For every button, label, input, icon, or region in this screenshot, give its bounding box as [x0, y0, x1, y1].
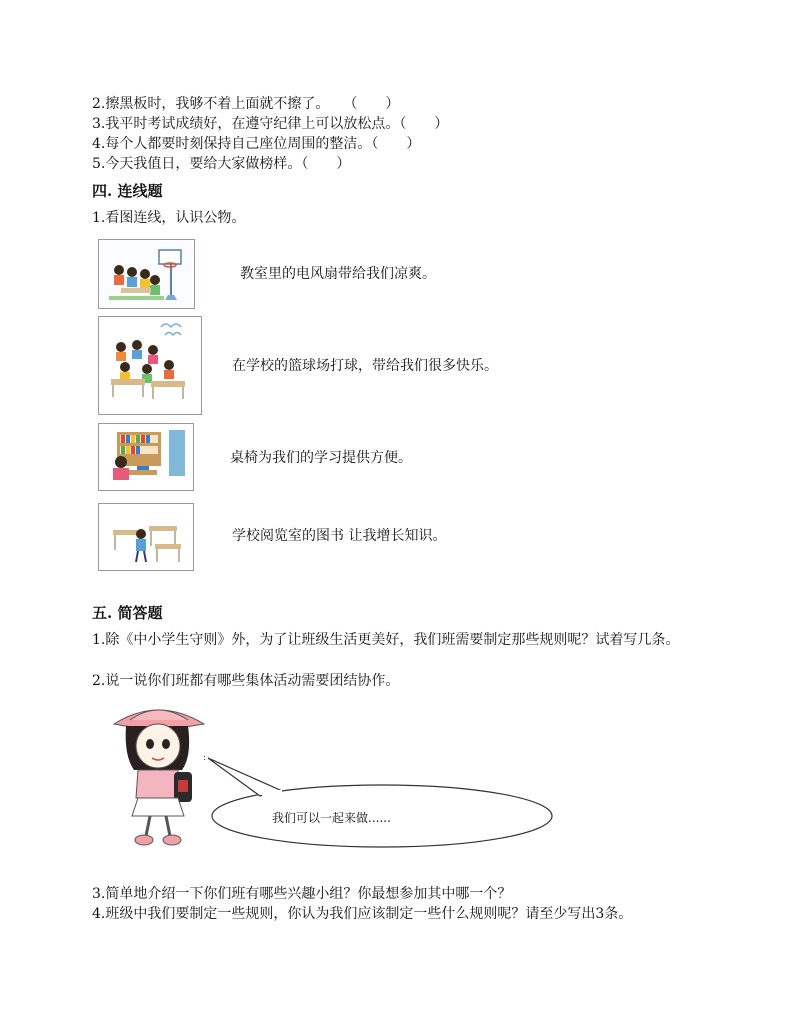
short-answer-question-3: 3.简单地介绍一下你们班有哪些兴趣小组？你最想参加其中哪一个？ — [92, 886, 512, 902]
classroom-desks-icon — [98, 316, 202, 415]
match-text-2: 在学校的篮球场打球，带给我们很多快乐。 — [232, 358, 498, 374]
match-text-3: 桌椅为我们的学习提供方便。 — [230, 450, 412, 466]
short-answer-question-4: 4.班级中我们要制定一些规则，你认为我们应该制定一些什么规则呢？请至少写出3条。 — [92, 906, 633, 922]
library-bookshelf-icon — [98, 423, 194, 491]
section-5-title: 五. 简答题 — [92, 604, 163, 622]
match-text-1: 教室里的电风扇带给我们凉爽。 — [240, 266, 436, 282]
students-reading-icon — [98, 239, 195, 309]
match-text-4: 学校阅览室的图书 让我增长知识。 — [232, 528, 447, 544]
judge-item-2: 2.擦黑板时，我够不着上面就不擦了。 （ ） — [92, 96, 400, 112]
matching-question-1: 1.看图连线，认识公物。 — [92, 210, 246, 226]
girl-illustration — [108, 698, 208, 848]
short-answer-question-1: 1.除《中小学生守则》外，为了让班级生活更美好，我们班需要制定那些规则呢？试着写几条。 — [92, 632, 680, 648]
section-4-title: 四. 连线题 — [92, 182, 163, 200]
svg-text::: : — [203, 753, 207, 763]
judge-item-4: 4.每个人都要时刻保持自己座位周围的整洁。（ ） — [92, 136, 421, 152]
child-desks-icon — [98, 503, 194, 571]
judge-item-5: 5.今天我值日，要给大家做榜样。（ ） — [92, 156, 351, 172]
speech-bubble-text: 我们可以一起来做...... — [272, 811, 391, 825]
speech-bubble — [200, 752, 560, 852]
judge-item-3: 3.我平时考试成绩好，在遵守纪律上可以放松点。（ ） — [92, 116, 449, 132]
short-answer-question-2: 2.说一说你们班都有哪些集体活动需要团结协作。 — [92, 673, 400, 689]
